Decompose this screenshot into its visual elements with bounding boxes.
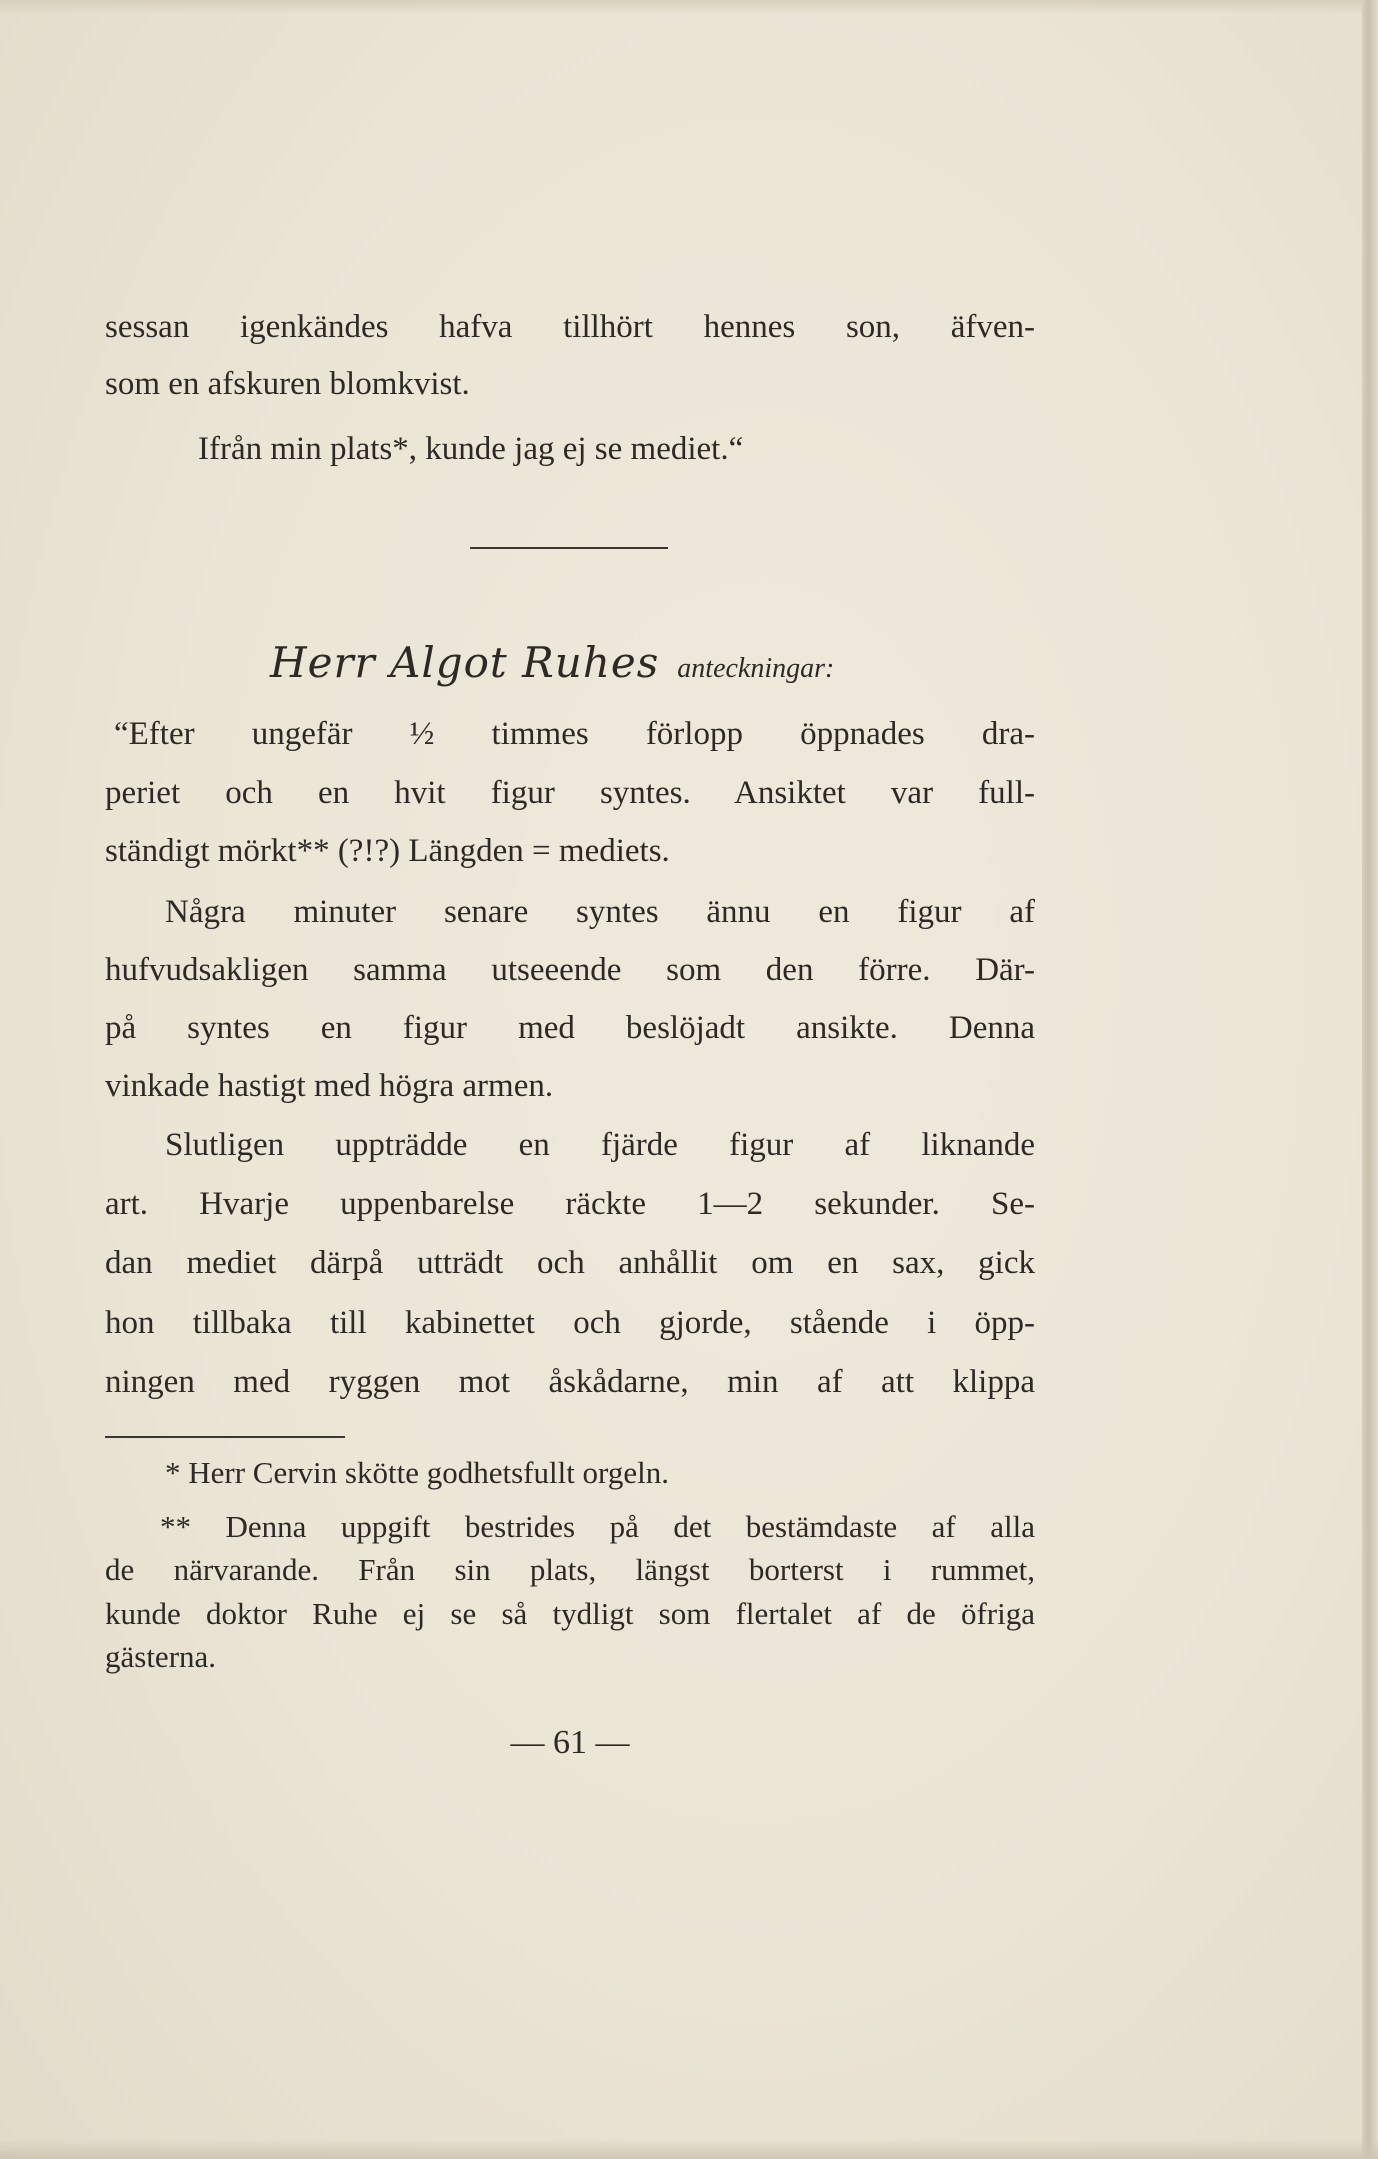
footnote-line: gästerna. [105, 1639, 217, 1674]
section-heading [270, 635, 890, 691]
text-line: “Efter ungefär ½ timmes förlopp öppnades dra- [114, 716, 1035, 752]
footnote-line: de närvarande. Från sin plats, längst borterst i rummet, [105, 1552, 1035, 1587]
footnote-line: * Herr Cervin skötte godhetsfullt orgeln. [165, 1455, 669, 1490]
text-line: ständigt mörkt** (?!?) Längden = mediets. [105, 833, 670, 869]
text-line: vinkade hastigt med högra armen. [105, 1068, 554, 1104]
heading-suffix: anteckningar: [677, 653, 835, 684]
footnote-divider [105, 1436, 345, 1438]
text-line: periet och en hvit figur syntes. Ansiktet var full- [105, 775, 1035, 811]
text-line: Ifrån min plats*, kunde jag ej se mediet.“ [198, 431, 744, 467]
text-line: ningen med ryggen mot åskådarne, min af att klippa [105, 1364, 1035, 1400]
text-line: hufvudsakligen samma utseeende som den förre. Där- [105, 952, 1035, 988]
text-line: dan mediet därpå utträdt och anhållit om en sax, gick [105, 1245, 1035, 1281]
footnote-line: kunde doktor Ruhe ej se så tydligt som flertalet af de öfriga [105, 1596, 1035, 1631]
heading-name: Herr Algot Ruhes [270, 638, 660, 687]
page-right-edge [1362, 0, 1378, 2159]
text-line: Några minuter senare syntes ännu en figur af [165, 894, 1035, 930]
text-line: Slutligen uppträdde en fjärde figur af liknande [165, 1127, 1035, 1163]
text-line: på syntes en figur med beslöjadt ansikte. Denna [105, 1010, 1035, 1046]
footnote-line: ** Denna uppgift bestrides på det bestämdaste af alla [160, 1509, 1035, 1544]
text-line: sessan igenkändes hafva tillhört hennes son, äfven- [105, 309, 1035, 345]
section-divider [470, 547, 668, 549]
page-bottom-shadow [0, 2139, 1378, 2159]
page-number: — 61 — [510, 1724, 630, 1761]
page-top-shadow [0, 0, 1378, 14]
text-line: hon tillbaka till kabinettet och gjorde, stående i öpp- [105, 1305, 1035, 1341]
text-line: som en afskuren blomkvist. [105, 366, 470, 402]
text-line: art. Hvarje uppenbarelse räckte 1—2 sekunder. Se- [105, 1186, 1035, 1222]
